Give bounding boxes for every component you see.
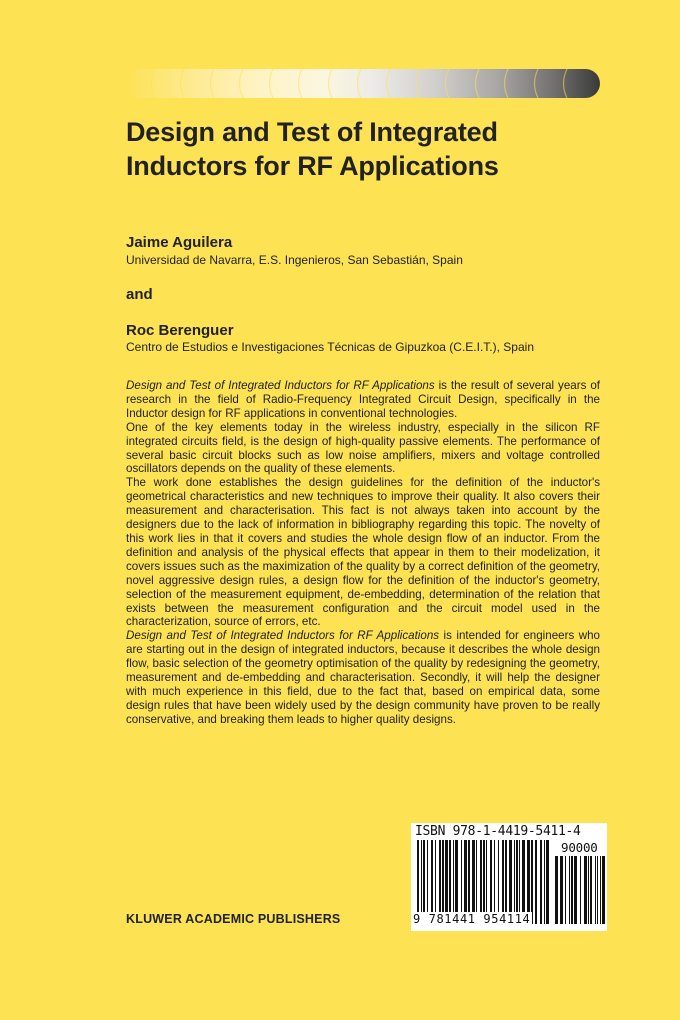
barcode-bar [574,856,577,924]
barcode-bar [595,856,596,924]
isbn-number: ISBN 978-1-4419-5411-4 [415,824,581,839]
author-name-1: Jaime Aguilera [126,234,233,251]
barcode-bar [560,856,563,924]
publisher-name: KLUWER ACADEMIC PUBLISHERS [126,912,341,926]
isbn-barcode [411,823,607,931]
barcode-ean-digits: 9 781441 954114 [413,912,531,926]
author-name-2: Roc Berenguer [126,322,234,339]
barcode-bar [571,856,573,924]
author-affiliation-2: Centro de Estudios e Investigaciones Técnicas de Gipuzkoa (C.E.I.T.), Spain [126,340,534,354]
author-affiliation-1: Universidad de Navarra, E.S. Ingenieros, San Sebastián, Spain [126,253,463,267]
book-title-line-2: Inductors for RF Applications [126,151,499,181]
description-paragraph-1 [126,379,600,421]
barcode-bar [580,856,581,924]
book-title [126,115,606,183]
barcode-bar [584,856,587,924]
barcode-bar [555,856,558,924]
barcode-supplement-code: 90000 [561,840,598,855]
barcode-bar [588,856,589,924]
decorative-gradient-bar [126,69,600,98]
description-paragraph-3: The work done establishes the design guidelines for the definition of the inductor's geometrical characteristics and new techniques to improve their quality. It also covers their measurement and characterisation. This fact is not always taken into account by the designers due to the lack of information in bibliography regarding this topic. The novelty of this work lies in that it covers and studies the whole design flow of an inductor. From the definition and analysis of the physical effects that appear in them to their modelization, it covers issues such as the maximization of the quality by a correct definition of the geometry, novel aggressive design rules, a design flow for the definition of the inductor's geometry, selection of the measurement equipment, de-embedding, determination of the relation that exists between the measurement configuration and the circuit model used in the characterization, source of errors, etc. [126,476,600,629]
barcode-bar [600,856,601,924]
description-title-italic-1: Design and Test of Integrated Inductors for RF Applications [126,379,435,392]
barcode-bar [535,840,537,924]
barcode-bar [565,856,566,924]
author-conjunction: and [126,286,153,303]
barcode-bar [590,856,592,924]
book-description [126,379,600,727]
barcode-bar [602,856,605,924]
description-title-italic-2: Design and Test of Integrated Inductors for RF Applications [126,629,440,643]
description-paragraph-2: One of the key elements today in the wireless industry, especially in the silicon RF integrated circuits field, is the design of high-quality passive elements. The performance of several basic circuit blocks such as low noise amplifiers, mixers and voltage controlled oscillators depends on the quality of these elements. [126,420,600,476]
book-title-line-1: Design and Test of Integrated [126,117,498,147]
description-text-1: is the result of several years of research in the field of Radio-Frequency Integrated Circuit Design, specifically in the Inductor design for RF applications in conventional technologies. [126,379,600,420]
barcode-bar [546,840,549,924]
barcode-bar [569,856,570,924]
description-text-4: is intended for engineers who are starting out in the design of integrated inductors, because it describes the whole design flow, basic selection of the geometry optimisation of the quality by redesigning the geometry, measurement and de-embedding and characterisation. Secondly, it will help the designer with much experience in this field, due to the fact that, based on empirical data, some design rules that have been widely used by the design community have proven to be really conservative, and breaking them leads to higher quality designs. [126,629,600,726]
barcode-bar [544,840,545,924]
description-paragraph-4 [126,629,600,726]
barcode-bar [540,840,542,924]
barcode-bar [597,856,598,924]
